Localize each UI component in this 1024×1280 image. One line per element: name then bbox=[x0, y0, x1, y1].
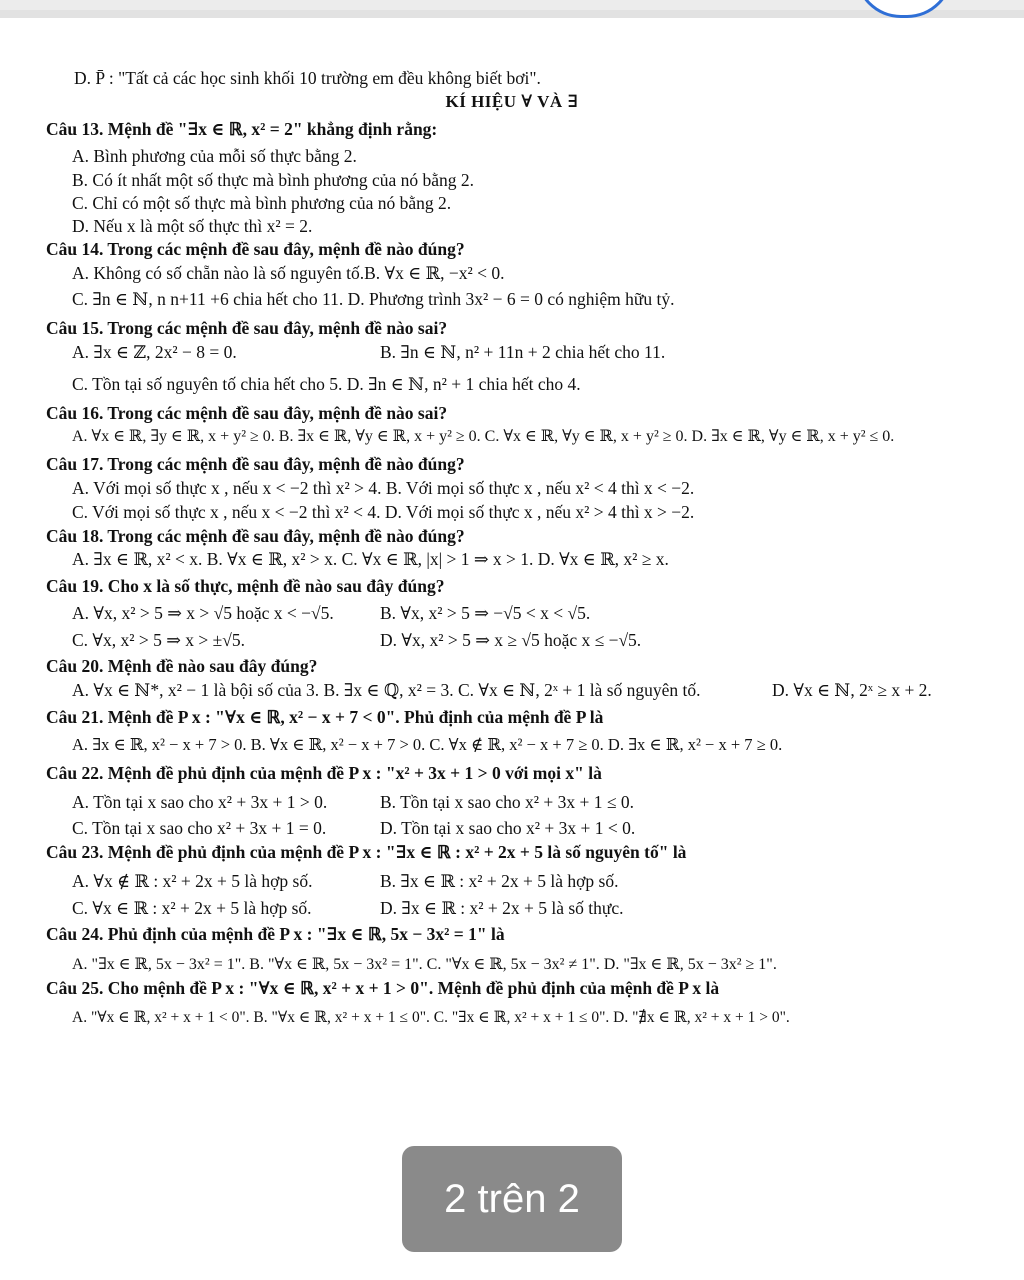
options-17cd: C. Với mọi số thực x , nếu x < −2 thì x² < 4. D. Với mọi số thực x , nếu x² > 4 thì x > −2. bbox=[72, 502, 695, 522]
option-23b: B. ∃x ∈ ℝ : x² + 2x + 5 là hợp số. bbox=[380, 871, 619, 891]
option-23a: A. ∀x ∉ ℝ : x² + 2x + 5 là hợp số. bbox=[72, 871, 313, 891]
top-bar-strip bbox=[0, 10, 1024, 18]
question-13: Câu 13. Mệnh đề "∃x ∈ ℝ, x² = 2" khẳng định rằng: bbox=[46, 119, 438, 139]
options-21: A. ∃x ∈ ℝ, x² − x + 7 > 0. B. ∀x ∈ ℝ, x² − x + 7 > 0. C. ∀x ∉ ℝ, x² − x + 7 ≥ 0. D. ∃x ∈ ℝ, x² − x + 7 ≥ 0. bbox=[72, 735, 783, 754]
options-18: A. ∃x ∈ ℝ, x² < x. B. ∀x ∈ ℝ, x² > x. C. ∀x ∈ ℝ, |x| > 1 ⇒ x > 1. D. ∀x ∈ ℝ, x² ≥ x. bbox=[72, 549, 669, 569]
question-18: Câu 18. Trong các mệnh đề sau đây, mệnh đề nào đúng? bbox=[46, 526, 465, 546]
option-15b: B. ∃n ∈ ℕ, n² + 11n + 2 chia hết cho 11. bbox=[380, 342, 666, 362]
question-25: Câu 25. Cho mệnh đề P x : "∀x ∈ ℝ, x² + x + 1 > 0". Mệnh đề phủ định của mệnh đề P x là bbox=[46, 978, 720, 998]
option-22a: A. Tồn tại x sao cho x² + 3x + 1 > 0. bbox=[72, 792, 328, 812]
options-15cd: C. Tồn tại số nguyên tố chia hết cho 5. D. ∃n ∈ ℕ, n² + 1 chia hết cho 4. bbox=[72, 374, 581, 394]
question-24: Câu 24. Phủ định của mệnh đề P x : "∃x ∈ ℝ, 5x − 3x² = 1" là bbox=[46, 924, 505, 944]
question-20: Câu 20. Mệnh đề nào sau đây đúng? bbox=[46, 656, 318, 676]
question-16: Câu 16. Trong các mệnh đề sau đây, mệnh đề nào sai? bbox=[46, 403, 448, 423]
options-25: A. "∀x ∈ ℝ, x² + x + 1 < 0". B. "∀x ∈ ℝ, x² + x + 1 ≤ 0". C. "∃x ∈ ℝ, x² + x + 1 ≤ 0". D. "∄x ∈ ℝ, x² + x + 1 > 0". bbox=[72, 1009, 790, 1026]
question-22: Câu 22. Mệnh đề phủ định của mệnh đề P x : "x² + 3x + 1 > 0 với mọi x" là bbox=[46, 763, 602, 783]
question-23: Câu 23. Mệnh đề phủ định của mệnh đề P x : "∃x ∈ ℝ : x² + 2x + 5 là số nguyên tố" là bbox=[46, 842, 687, 862]
options-20abc: A. ∀x ∈ ℕ*, x² − 1 là bội số của 3. B. ∃x ∈ ℚ, x² = 3. C. ∀x ∈ ℕ, 2ˣ + 1 là số nguyên tố. bbox=[72, 680, 701, 700]
option-23c: C. ∀x ∈ ℝ : x² + 2x + 5 là hợp số. bbox=[72, 898, 312, 918]
option-13d: D. Nếu x là một số thực thì x² = 2. bbox=[72, 216, 313, 236]
option-23d: D. ∃x ∈ ℝ : x² + 2x + 5 là số thực. bbox=[380, 898, 624, 918]
options-24: A. "∃x ∈ ℝ, 5x − 3x² = 1". B. "∀x ∈ ℝ, 5x − 3x² = 1". C. "∀x ∈ ℝ, 5x − 3x² ≠ 1". D. "∃x ∈ ℝ, 5x − 3x² ≥ 1". bbox=[72, 956, 777, 973]
section-heading: KÍ HIỆU ∀ VÀ ∃ bbox=[445, 92, 579, 111]
page-indicator: 2 trên 2 bbox=[402, 1146, 622, 1252]
option-19d: D. ∀x, x² > 5 ⇒ x ≥ √5 hoặc x ≤ −√5. bbox=[380, 630, 642, 650]
options-16: A. ∀x ∈ ℝ, ∃y ∈ ℝ, x + y² ≥ 0. B. ∃x ∈ ℝ, ∀y ∈ ℝ, x + y² ≥ 0. C. ∀x ∈ ℝ, ∀y ∈ ℝ, x + y² ≥ 0. D. ∃x ∈ ℝ, ∀y ∈ ℝ, x + y² ≤ 0. bbox=[72, 428, 895, 445]
option-20d: D. ∀x ∈ ℕ, 2ˣ ≥ x + 2. bbox=[772, 680, 932, 700]
option-15a: A. ∃x ∈ ℤ, 2x² − 8 = 0. bbox=[72, 342, 237, 362]
options-14cd: C. ∃n ∈ ℕ, n n+11 +6 chia hết cho 11. D. Phương trình 3x² − 6 = 0 có nghiệm hữu tỷ. bbox=[72, 289, 675, 309]
options-14ab: A. Không có số chẵn nào là số nguyên tố.B. ∀x ∈ ℝ, −x² < 0. bbox=[72, 263, 505, 283]
question-19: Câu 19. Cho x là số thực, mệnh đề nào sau đây đúng? bbox=[46, 576, 445, 596]
option-19a: A. ∀x, x² > 5 ⇒ x > √5 hoặc x < −√5. bbox=[72, 603, 334, 623]
option-19b: B. ∀x, x² > 5 ⇒ −√5 < x < √5. bbox=[380, 603, 591, 623]
question-14: Câu 14. Trong các mệnh đề sau đây, mệnh đề nào đúng? bbox=[46, 239, 465, 259]
options-17ab: A. Với mọi số thực x , nếu x < −2 thì x² > 4. B. Với mọi số thực x , nếu x² < 4 thì x < −2. bbox=[72, 478, 695, 498]
option-19c: C. ∀x, x² > 5 ⇒ x > ±√5. bbox=[72, 630, 245, 650]
option-13a: A. Bình phương của mỗi số thực bằng 2. bbox=[72, 146, 357, 166]
text-line: D. P̄ : "Tất cả các học sinh khối 10 trường em đều không biết bơi". bbox=[74, 68, 541, 88]
question-17: Câu 17. Trong các mệnh đề sau đây, mệnh đề nào đúng? bbox=[46, 454, 465, 474]
option-22c: C. Tồn tại x sao cho x² + 3x + 1 = 0. bbox=[72, 818, 327, 838]
option-22b: B. Tồn tại x sao cho x² + 3x + 1 ≤ 0. bbox=[380, 792, 634, 812]
question-15: Câu 15. Trong các mệnh đề sau đây, mệnh đề nào sai? bbox=[46, 318, 448, 338]
option-22d: D. Tồn tại x sao cho x² + 3x + 1 < 0. bbox=[380, 818, 636, 838]
question-21: Câu 21. Mệnh đề P x : "∀x ∈ ℝ, x² − x + 7 < 0". Phủ định của mệnh đề P là bbox=[46, 707, 604, 727]
option-13c: C. Chỉ có một số thực mà bình phương của nó bằng 2. bbox=[72, 193, 452, 213]
option-13b: B. Có ít nhất một số thực mà bình phương của nó bằng 2. bbox=[72, 170, 475, 190]
